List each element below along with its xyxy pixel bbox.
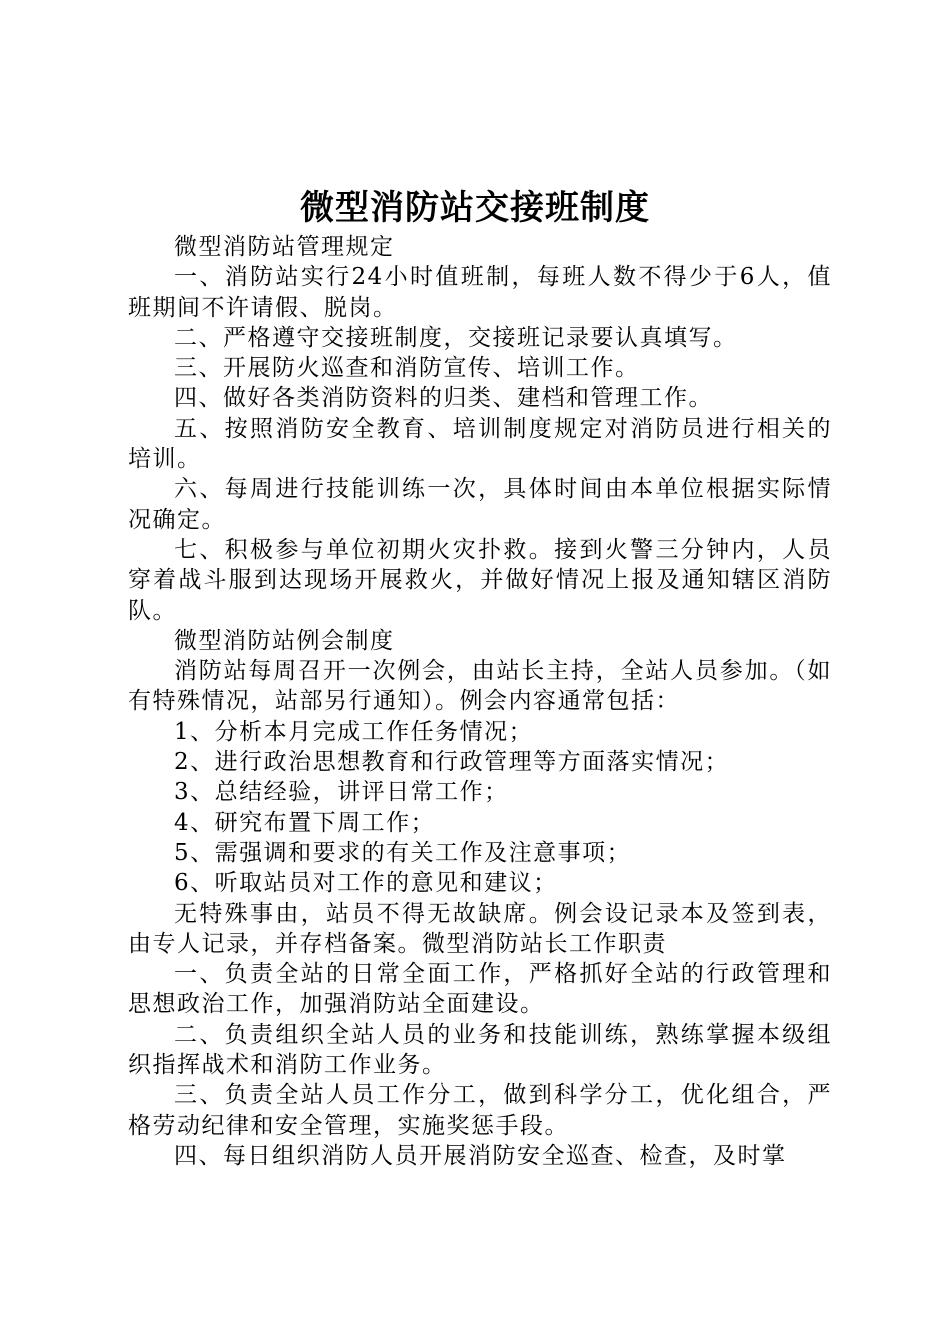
paragraph: 二、严格遵守交接班制度，交接班记录要认真填写。 <box>174 324 738 351</box>
paragraph: 一、消防站实行24小时值班制，每班人数不得少于6人，值班期间不许请假、脱岗。 <box>128 264 832 321</box>
list-item: 4、研究布置下周工作； <box>174 809 436 836</box>
document-title: 微型消防站交接班制度 <box>300 188 650 228</box>
paragraph: 无特殊事由，站员不得无故缺席。例会设记录本及签到表，由专人记录，并存档备案。微型消防站长工作职责 <box>128 900 832 957</box>
list-item: 3、总结经验，讲评日常工作； <box>174 779 509 806</box>
paragraph: 四、做好各类消防资料的归类、建档和管理工作。 <box>174 385 713 412</box>
paragraph: 消防站每周召开一次例会，由站长主持，全站人员参加。（如有特殊情况，站部另行通知）。例会内容通常包括： <box>128 658 832 715</box>
paragraph: 五、按照消防安全教育、培训制度规定对消防员进行相关的培训。 <box>128 415 832 473</box>
document-body <box>128 232 832 1171</box>
list-item: 2、进行政治思想教育和行政管理等方面落实情况； <box>174 749 730 776</box>
paragraph: 二、负责组织全站人员的业务和技能训练，熟练掌握本级组织指挥战术和消防工作业务。 <box>128 1021 832 1079</box>
list-item: 1、分析本月完成工作任务情况； <box>174 718 534 745</box>
paragraph: 六、每周进行技能训练一次，具体时间由本单位根据实际情况确定。 <box>128 476 832 533</box>
paragraph: 四、每日组织消防人员开展消防安全巡查、检查，及时掌 <box>174 1142 787 1169</box>
paragraph: 三、开展防火巡查和消防宣传、培训工作。 <box>174 355 640 382</box>
paragraph-heading-management-rules: 微型消防站管理规定 <box>174 234 395 260</box>
paragraph: 七、积极参与单位初期火灾扑救。接到火警三分钟内，人员穿着战斗服到达现场开展救火，并做好情况上报及通知辖区消防队。 <box>128 536 832 624</box>
paragraph: 一、负责全站的日常全面工作，严格抓好全站的行政管理和思想政治工作，加强消防站全面建设。 <box>128 961 832 1018</box>
paragraph: 三、负责全站人员工作分工，做到科学分工，优化组合，严格劳动纪律和安全管理，实施奖惩手段。 <box>128 1082 832 1139</box>
list-item: 6、听取站员对工作的意见和建议； <box>174 870 558 897</box>
paragraph-heading-meeting-rules: 微型消防站例会制度 <box>174 627 395 654</box>
list-item: 5、需强调和要求的有关工作及注意事项； <box>174 839 632 866</box>
